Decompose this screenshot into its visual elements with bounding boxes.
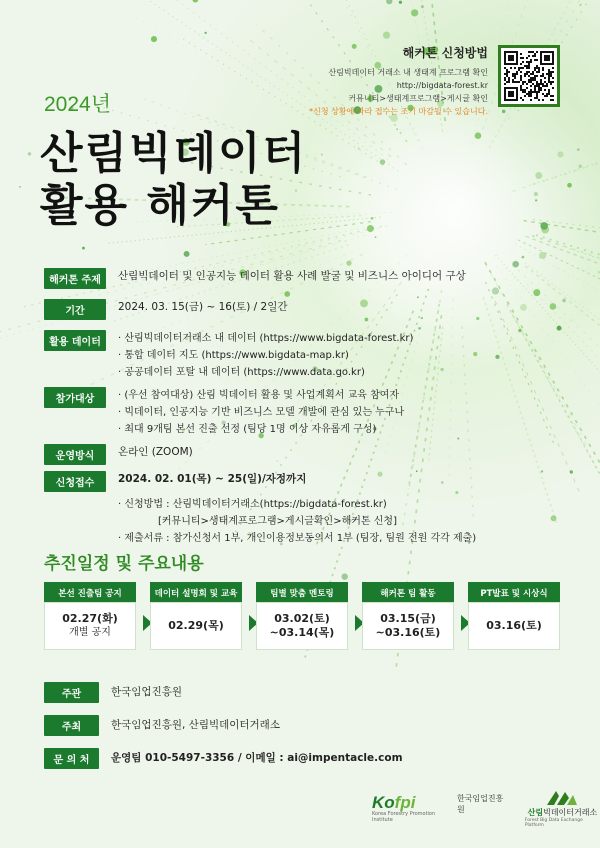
info-row-period <box>44 299 564 320</box>
forest-mark-icon <box>545 788 579 806</box>
forest-logo <box>525 788 600 828</box>
data-label: 활용 데이터 <box>44 330 106 351</box>
dot <box>541 226 549 234</box>
step-body <box>44 602 136 650</box>
topic-text: 산림빅데이터 및 인공지능 데이터 활용 사례 발굴 및 비즈니스 아이디어 구상 <box>118 270 466 282</box>
step-note: 개별 공지 <box>69 627 111 638</box>
dot <box>577 148 580 151</box>
step-date-end: ~03.14(목) <box>269 626 335 639</box>
dot <box>411 9 418 16</box>
schedule-steps <box>44 582 560 650</box>
dot <box>367 225 374 232</box>
step-body <box>256 602 348 650</box>
ray <box>512 108 600 191</box>
info-section <box>44 268 564 547</box>
step-body <box>150 602 242 650</box>
step-head: 해커톤 팀 활동 <box>362 582 454 602</box>
step-date: 02.29(목) <box>168 619 224 632</box>
list-item: · 산림빅데이터거래소 내 데이터 (https://www.bigdata-forest.kr) <box>118 333 414 344</box>
step-head: PT발표 및 시상식 <box>468 582 560 602</box>
info-row-target <box>44 387 564 438</box>
method-text: 온라인 (ZOOM) <box>118 446 193 458</box>
kofpi-mark-b: fpi <box>394 793 416 812</box>
step-date: 03.16(토) <box>486 619 542 632</box>
host-row <box>44 682 544 703</box>
info-row-register <box>44 471 564 492</box>
register-path: [커뮤니티>생태계프로그램>게시글확인>해커톤 신청] <box>158 516 397 527</box>
dot <box>579 4 581 6</box>
step-date: 03.15(금) <box>380 612 436 625</box>
info-row-topic <box>44 268 564 289</box>
forest-name-b: 빅데이터거래소 <box>543 808 598 817</box>
schedule-step <box>150 582 242 650</box>
list-item: · 통합 데이터 지도 (https://www.bigdata-map.kr) <box>118 350 349 361</box>
info-row-data <box>44 330 564 381</box>
dot <box>19 186 21 188</box>
dot <box>184 251 190 257</box>
register-details <box>118 496 564 547</box>
dot <box>399 1 402 4</box>
kofpi-mark <box>372 793 454 813</box>
apply-info <box>288 44 488 118</box>
title-line-1: 산림빅데이터 <box>40 128 308 179</box>
apply-title: 해커톤 신청방법 <box>402 46 488 60</box>
dot <box>28 152 31 155</box>
dot <box>383 32 390 39</box>
year: 2024년 <box>44 93 112 116</box>
dot <box>570 470 573 473</box>
register-method: · 신청방법 : 산림빅데이터거래소(https://bigdata-forest.kr) <box>118 499 387 510</box>
step-head: 팀별 맞춤 멘토링 <box>256 582 348 602</box>
period-label: 기간 <box>44 299 106 320</box>
schedule-step <box>44 582 136 650</box>
step-date-end: ~03.16(토) <box>375 626 441 639</box>
organizer-label: 주최 <box>44 715 99 736</box>
register-documents: · 제출서류 : 참가신청서 1부, 개인이용정보동의서 1부 (팀장, 팀원 전원 각각 제출) <box>118 533 477 544</box>
dot <box>321 154 323 156</box>
dot <box>421 5 424 8</box>
logos <box>372 788 600 828</box>
title-line-2: 활용 해커톤 <box>40 180 280 231</box>
dot <box>346 261 351 266</box>
list-item: · 공공데이터 포탈 내 데이터 (https://www.data.go.kr) <box>118 367 365 378</box>
dot <box>475 132 482 139</box>
register-period: 2024. 02. 01(목) ~ 25(일)/자정까지 <box>118 473 307 485</box>
dot <box>192 0 198 3</box>
schedule-step <box>256 582 348 650</box>
register-content <box>118 471 306 488</box>
schedule-step <box>362 582 454 650</box>
register-label: 신청접수 <box>44 471 106 492</box>
schedule-step <box>468 582 560 650</box>
method-label: 운영방식 <box>44 444 106 465</box>
target-list <box>118 387 404 438</box>
dot <box>358 148 360 150</box>
dot <box>341 573 347 579</box>
step-date: 03.02(토) <box>274 612 330 625</box>
forest-name <box>528 807 598 818</box>
apply-url[interactable]: http://bigdata-forest.kr <box>396 81 488 90</box>
dot <box>151 36 157 42</box>
apply-note: *신청 상황에 따라 접수는 조기 마감될 수 있습니다. <box>309 107 488 116</box>
dot <box>386 0 392 4</box>
contact-text[interactable]: 운영팀 010-5497-3356 / 이메일 : ai@impentacle.com <box>111 752 403 764</box>
dot <box>534 192 538 196</box>
step-body <box>362 602 454 650</box>
forest-name-a: 산림 <box>527 808 544 817</box>
step-body <box>468 602 560 650</box>
dot <box>578 165 581 168</box>
topic-label: 해커톤 주제 <box>44 268 106 289</box>
kofpi-logo <box>372 793 454 823</box>
dot <box>371 217 374 220</box>
contact-label: 문 의 처 <box>44 748 99 769</box>
apply-path: 커뮤니티>생태계프로그램>게시글 확인 <box>348 94 488 103</box>
kofpi-english: Korea Forestry Promotion Institute <box>372 811 436 823</box>
dot <box>535 199 537 201</box>
dot <box>535 172 542 179</box>
page-title <box>40 128 307 232</box>
kofpi-mark-a: Ko <box>372 793 395 812</box>
dot <box>522 256 525 259</box>
dot <box>557 151 563 157</box>
forest-english: Forest Big Data Exchange Platform <box>524 818 583 828</box>
qr-code[interactable] <box>498 45 560 107</box>
list-item: · 최대 9개팀 본선 진출 선정 (팀당 1명 이상 자유롭게 구성) <box>118 424 377 435</box>
target-label: 참가대상 <box>44 387 106 408</box>
dot <box>82 247 85 250</box>
step-date: 02.27(화) <box>62 612 118 625</box>
dot <box>380 159 385 164</box>
info-row-method <box>44 444 564 465</box>
dot <box>539 252 546 259</box>
kofpi-name: 한국임업진흥원 <box>456 794 504 814</box>
dot <box>512 261 519 268</box>
organizer-section <box>44 682 544 777</box>
dot <box>375 236 377 238</box>
data-list <box>118 330 413 381</box>
organizer-row <box>44 715 544 736</box>
contact-row <box>44 748 544 769</box>
list-item: · (우선 참여대상) 산림 빅데이터 활용 및 사업계획서 교육 참여자 <box>118 390 400 401</box>
host-text: 한국임업진흥원 <box>111 686 183 698</box>
period-text: 2024. 03. 15(금) ~ 16(토) / 2일간 <box>118 301 288 313</box>
schedule-title: 추진일정 및 주요내용 <box>44 554 204 574</box>
dot <box>567 183 572 188</box>
dot <box>502 110 506 114</box>
dot <box>204 32 206 34</box>
organizer-text: 한국임업진흥원, 산림빅데이터거래소 <box>111 719 280 731</box>
apply-line: 산림빅데이터 거래소 내 생태계 프로그램 확인 <box>328 68 488 77</box>
dot <box>396 128 398 130</box>
step-head: 데이터 설명회 및 교육 <box>150 582 242 602</box>
host-label: 주관 <box>44 682 99 703</box>
list-item: · 빅데이터, 인공지능 기반 비즈니스 모델 개발에 관심 있는 누구나 <box>118 407 405 418</box>
step-head: 본선 진출팀 공지 <box>44 582 136 602</box>
